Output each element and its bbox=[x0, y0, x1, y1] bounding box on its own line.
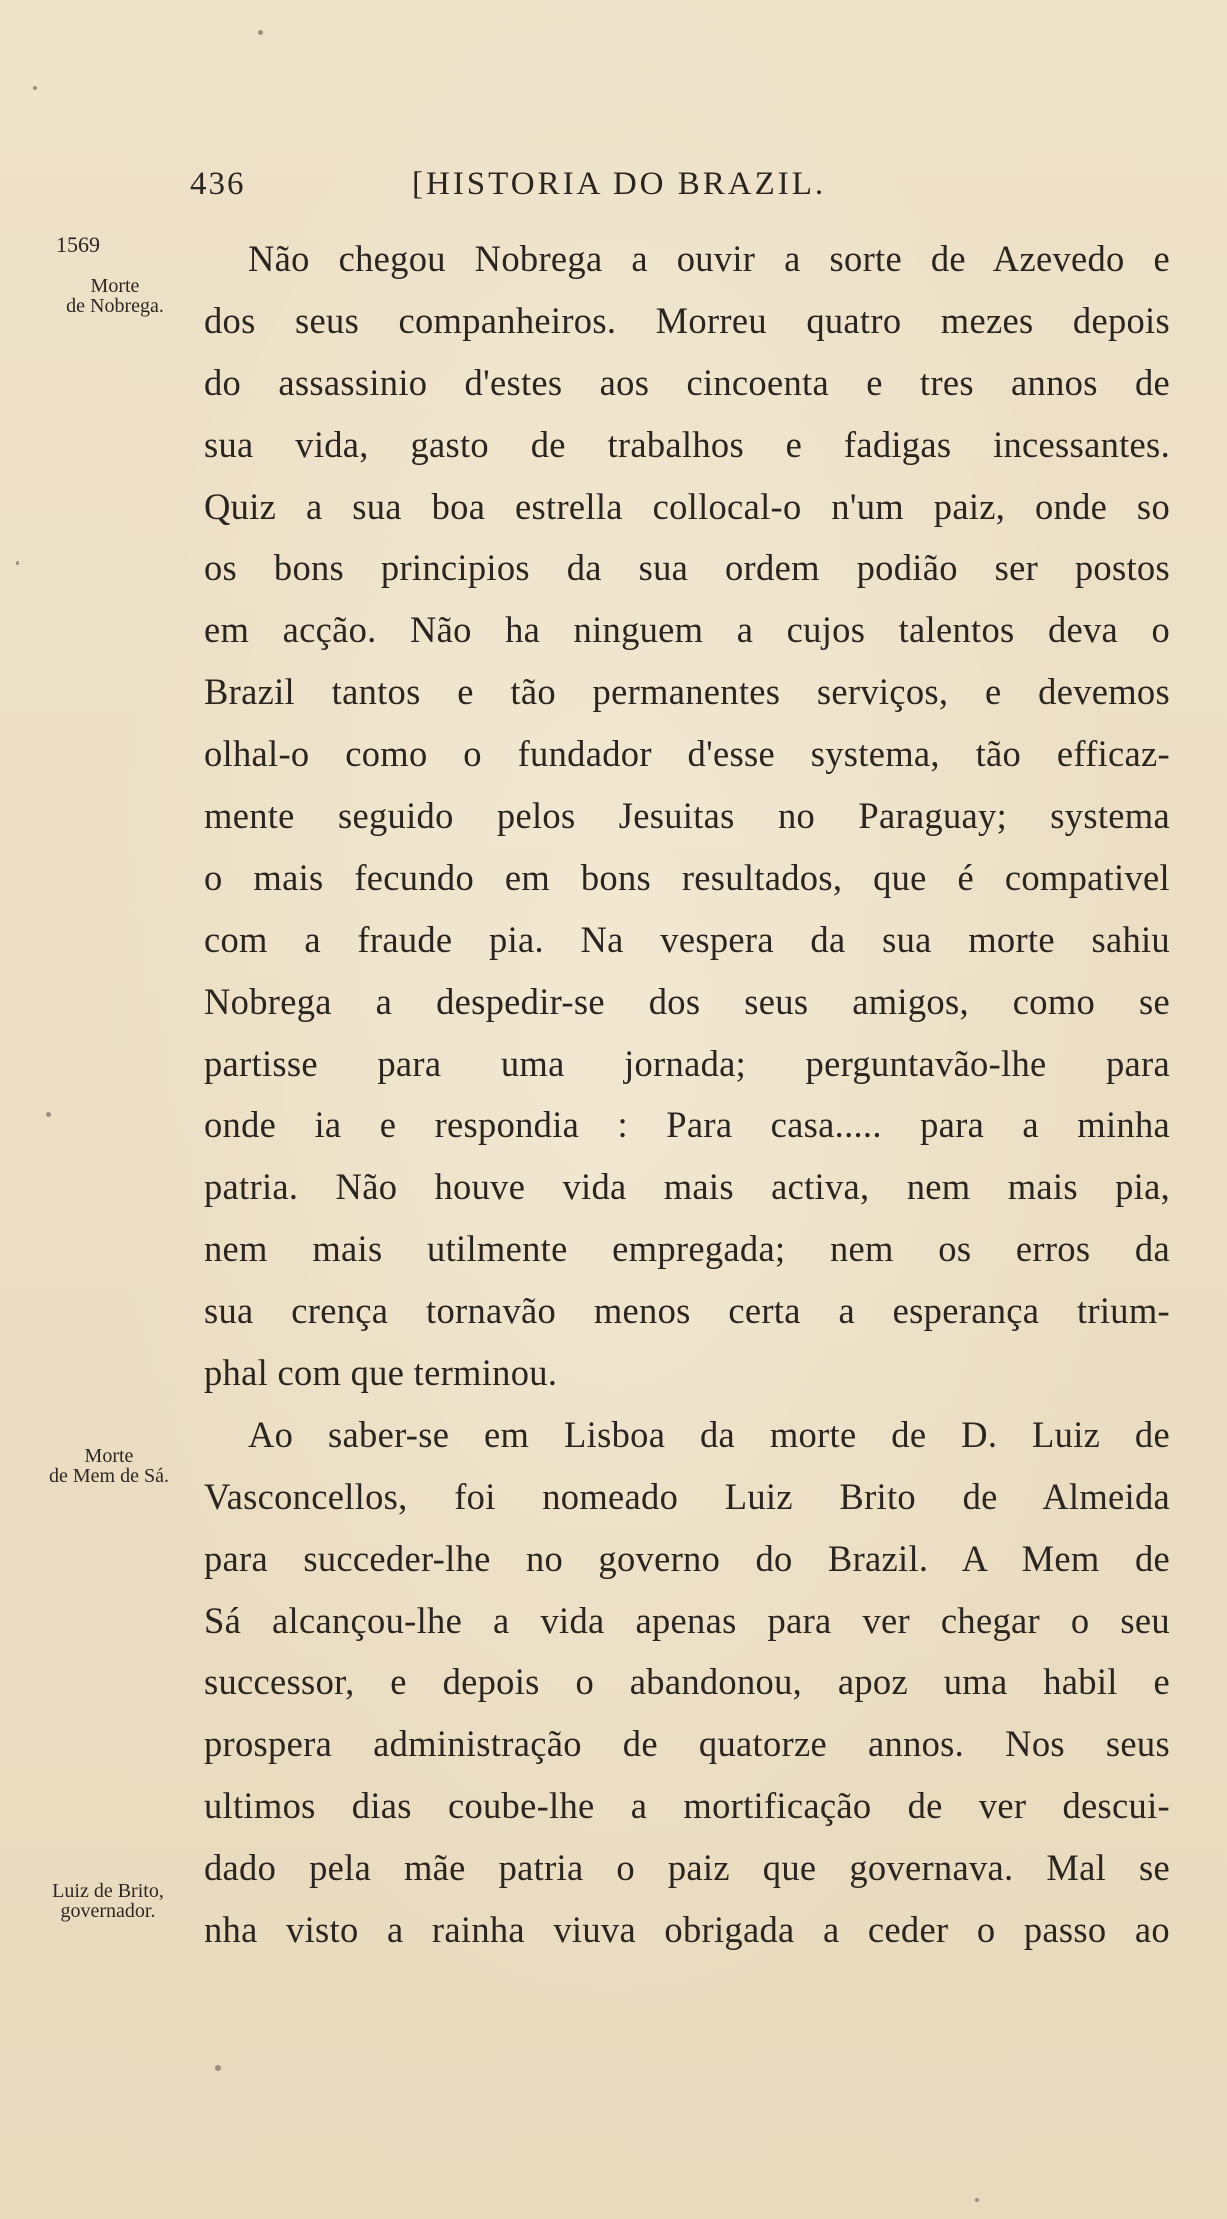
margin-note-line: governador. bbox=[60, 1900, 156, 1922]
text-line: prospera administração de quatorze annos. Nos seus bbox=[204, 1723, 1170, 1765]
text-line: nha visto a rainha viuva obrigada a ceder o passo ao bbox=[204, 1909, 1170, 1951]
body-text bbox=[204, 228, 1170, 1961]
margin-note-mem-de-sa bbox=[24, 1446, 194, 1486]
margin-note-line: Morte bbox=[90, 275, 140, 297]
margin-note-line: de Mem de Sá. bbox=[49, 1465, 169, 1487]
text-line: Quiz a sua boa estrella collocal-o n'um paiz, onde so bbox=[204, 485, 1170, 527]
text-line: phal com que terminou. bbox=[204, 1352, 558, 1394]
paper-speck bbox=[33, 86, 37, 90]
paper-speck bbox=[16, 561, 19, 565]
text-line: dado pela mãe patria o paiz que governava. Mal se bbox=[204, 1847, 1170, 1889]
paper-speck bbox=[46, 1112, 51, 1117]
text-line: Não chegou Nobrega a ouvir a sorte de Azevedo e bbox=[248, 238, 1170, 279]
paper-speck bbox=[975, 2198, 979, 2202]
text-line: Vasconcellos, foi nomeado Luiz Brito de Almeida bbox=[204, 1475, 1170, 1517]
text-line: patria. Não houve vida mais activa, nem mais pia, bbox=[204, 1166, 1170, 1208]
running-head bbox=[190, 166, 930, 210]
text-line: sua crença tornavão menos certa a esperança trium- bbox=[204, 1290, 1170, 1332]
page-number: 436 bbox=[190, 166, 246, 202]
margin-note-line: Luiz de Brito, bbox=[52, 1880, 164, 1902]
text-line: ultimos dias coube-lhe a mortificação de ver descui- bbox=[204, 1785, 1170, 1827]
text-line: para succeder-lhe no governo do Brazil. A Mem de bbox=[204, 1537, 1170, 1579]
text-line: nem mais utilmente empregada; nem os erros da bbox=[204, 1228, 1170, 1270]
paper-speck bbox=[215, 2065, 221, 2071]
text-line: Ao saber-se em Lisboa da morte de D. Luiz de bbox=[248, 1413, 1170, 1455]
margin-note-nobrega bbox=[40, 276, 190, 316]
text-line: Nobrega a despedir-se dos seus amigos, como se bbox=[204, 980, 1170, 1022]
text-line: partisse para uma jornada; perguntavão-lhe para bbox=[204, 1042, 1170, 1084]
text-line: em acção. Não ha ninguem a cujos talentos deva o bbox=[204, 609, 1170, 651]
text-line: mente seguido pelos Jesuitas no Paraguay; systema bbox=[204, 795, 1170, 837]
margin-note-luiz-de-brito bbox=[22, 1881, 194, 1921]
text-line: do assassinio d'estes aos cincoenta e tres annos de bbox=[204, 361, 1170, 403]
text-line: sua vida, gasto de trabalhos e fadigas incessantes. bbox=[204, 423, 1170, 465]
margin-note-line: de Nobrega. bbox=[66, 295, 164, 317]
text-line: Sá alcançou-lhe a vida apenas para ver chegar o seu bbox=[204, 1599, 1170, 1641]
running-title: [HISTORIA DO BRAZIL. bbox=[412, 166, 827, 202]
text-line: o mais fecundo em bons resultados, que é compativel bbox=[204, 856, 1170, 898]
text-line: os bons principios da sua ordem podião ser postos bbox=[204, 547, 1170, 589]
margin-year: 1569 bbox=[56, 232, 100, 257]
text-line: successor, e depois o abandonou, apoz uma habil e bbox=[204, 1661, 1170, 1703]
text-line: onde ia e respondia : Para casa..... para a minha bbox=[204, 1104, 1170, 1146]
text-line: Brazil tantos e tão permanentes serviços, e devemos bbox=[204, 671, 1170, 713]
margin-note-line: Morte bbox=[84, 1445, 134, 1467]
text-line: olhal-o como o fundador d'esse systema, tão efficaz- bbox=[204, 733, 1170, 775]
text-line: dos seus companheiros. Morreu quatro mezes depois bbox=[204, 299, 1170, 341]
paper-speck bbox=[258, 30, 263, 35]
text-line: com a fraude pia. Na vespera da sua morte sahiu bbox=[204, 918, 1170, 960]
